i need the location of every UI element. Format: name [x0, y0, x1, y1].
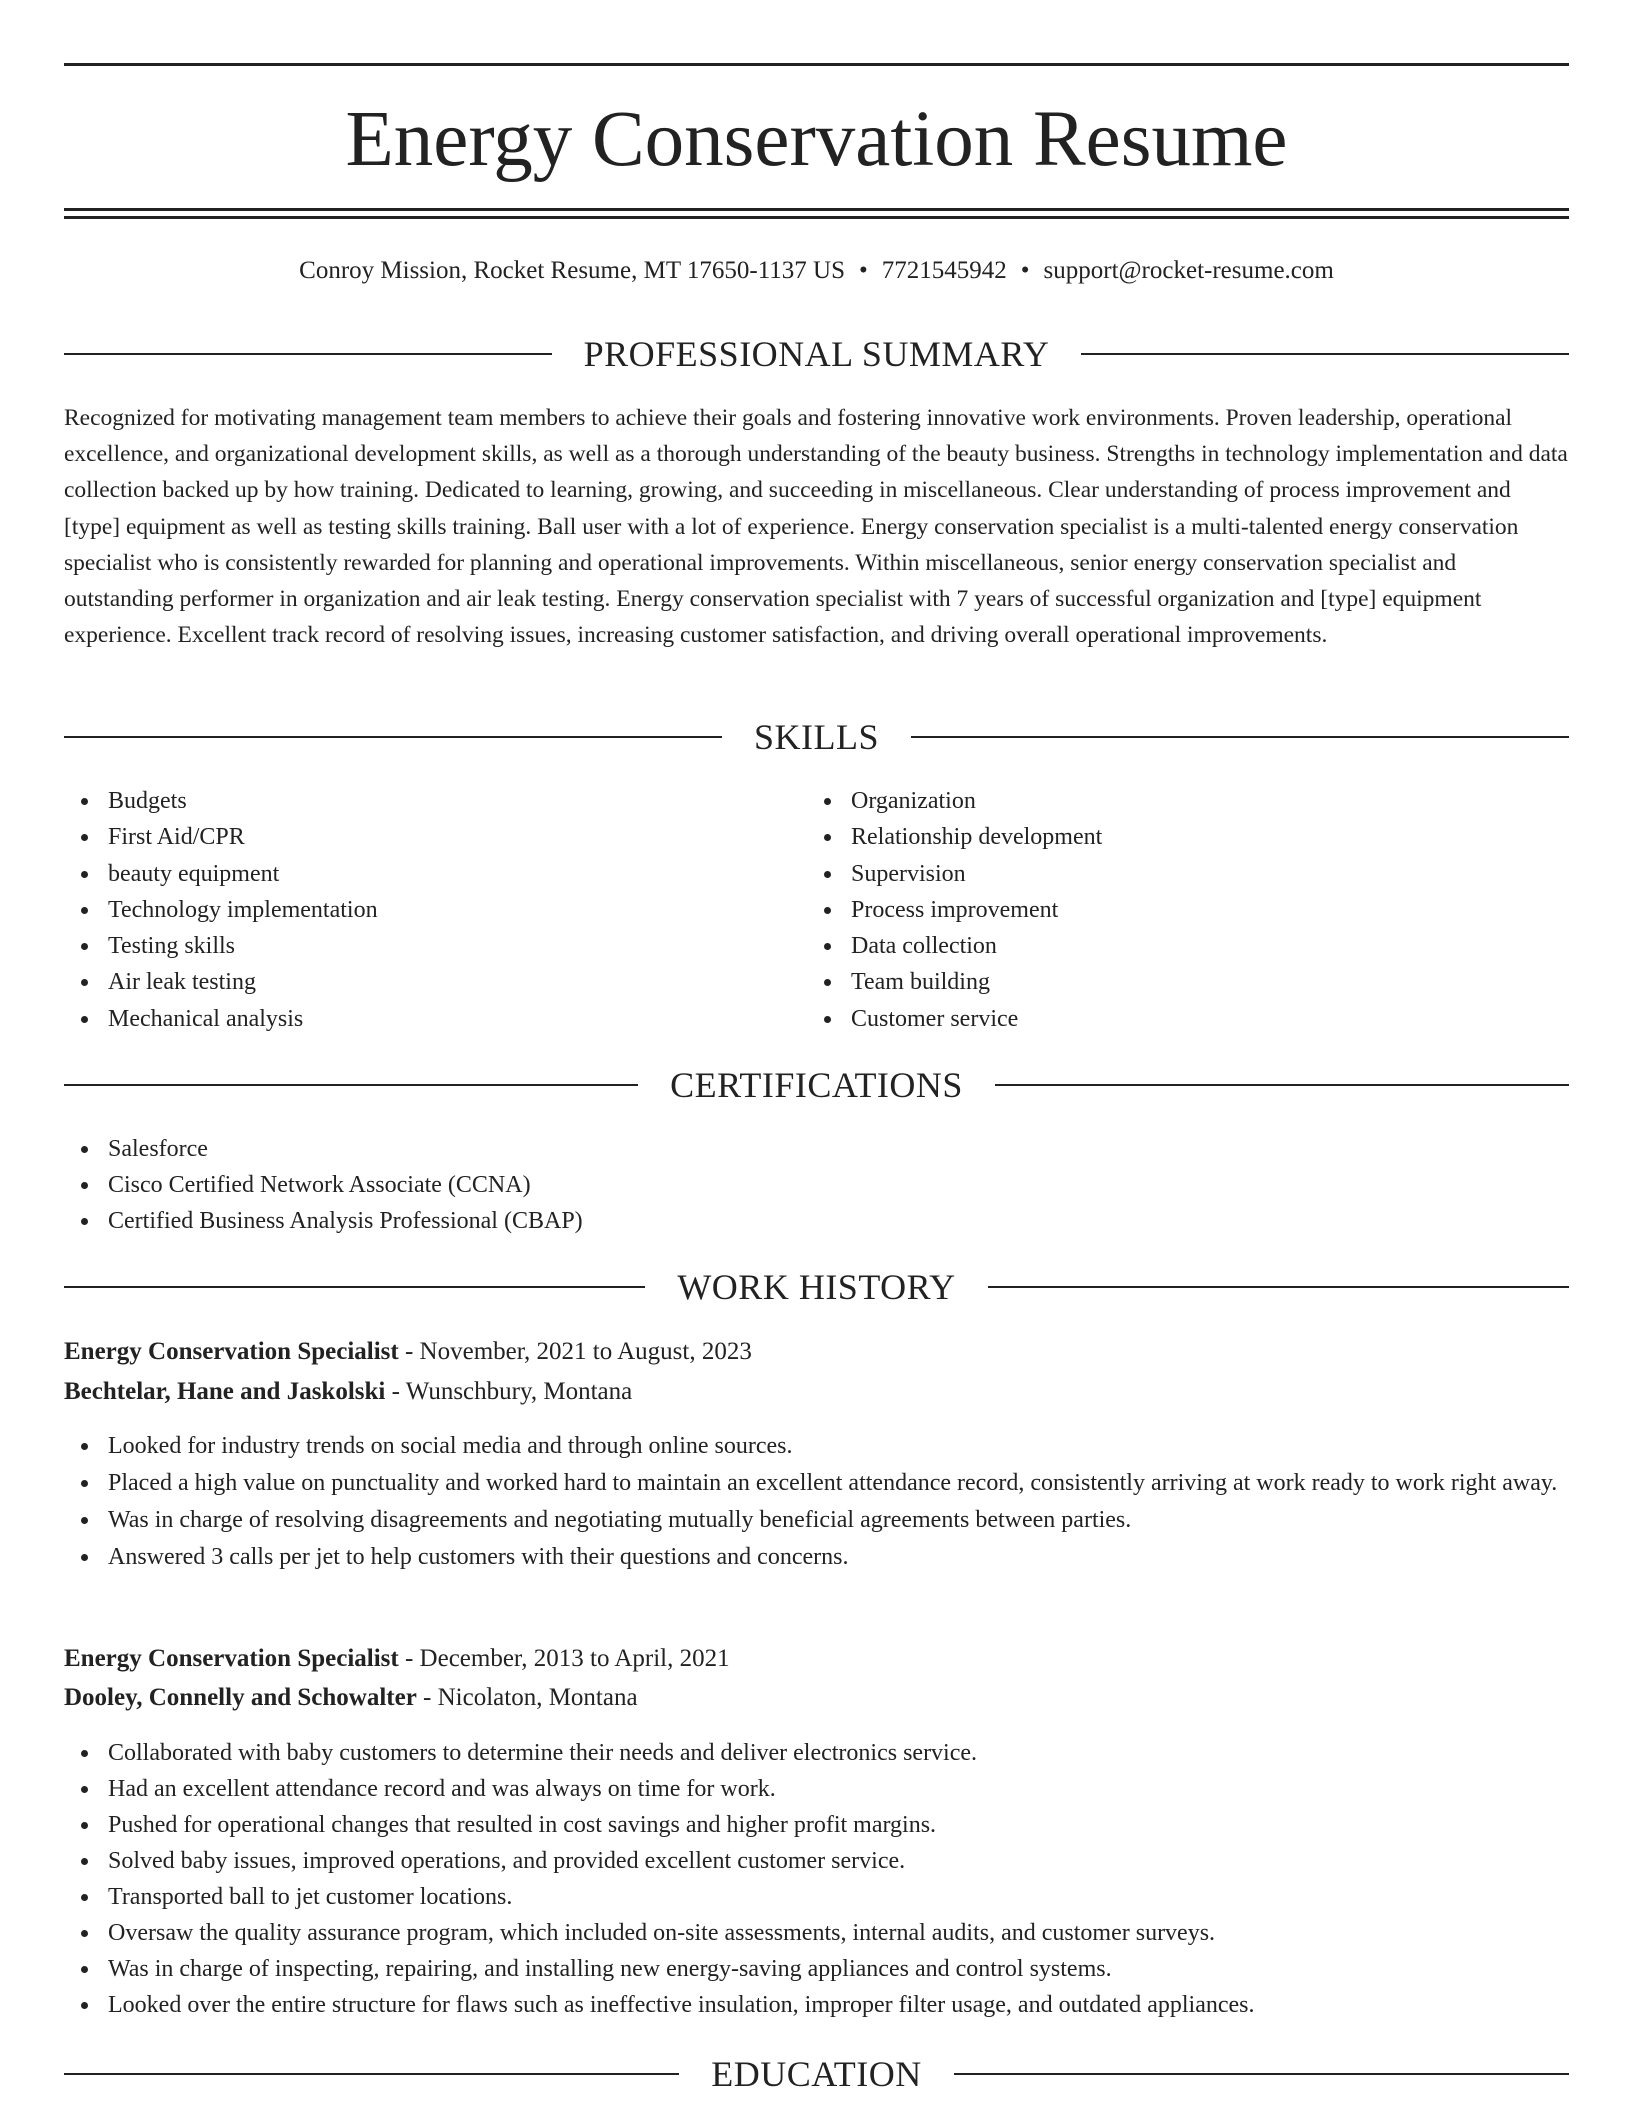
job-title-line	[64, 1336, 1569, 1368]
skill-item: Supervision	[807, 856, 1567, 892]
job-company: Dooley, Connelly and Schowalter	[64, 1684, 417, 1711]
job-location: - Wunschbury, Montana	[385, 1378, 633, 1405]
job-duties-list	[64, 1735, 1569, 2023]
duty-item: Placed a high value on punctuality and worked hard to maintain an excellent attendance record, consistently arriving at work ready to work right away.	[64, 1465, 1569, 1501]
section-header-education	[64, 2054, 1569, 2094]
section-title: EDUCATION	[711, 2054, 922, 2094]
job-company-line	[64, 1682, 1569, 1714]
skill-item: Technology implementation	[64, 892, 804, 928]
title-rule-lower	[64, 216, 1569, 219]
job-company: Bechtelar, Hane and Jaskolski	[64, 1378, 386, 1405]
duty-item: Oversaw the quality assurance program, which included on-site assessments, internal audits, and customer surveys.	[64, 1915, 1569, 1951]
job-title: Energy Conservation Specialist	[64, 1645, 399, 1672]
skill-item: Customer service	[807, 1001, 1567, 1037]
skill-item: Organization	[807, 783, 1567, 819]
contact-phone: 7721545942	[881, 257, 1007, 284]
summary-paragraph: Recognized for motivating management team members to achieve their goals and fostering innovative work environments. Proven leadership, operational excellence, and organizational development skills, as well as a thorough understanding of the beauty business. Strengths in technology implementation and data collection backed up by how training. Dedicated to learning, growing, and succeeding in miscellaneous. Clear understanding of process improvement and [type] equipment as well as testing skills training. Ball user with a lot of experience. Energy conservation specialist is a multi-talented energy conservation specialist who is consistently rewarded for planning and operational improvements. Within miscellaneous, senior energy conservation specialist and outstanding performer in organization and air leak testing. Energy conservation specialist with 7 years of successful organization and [type] equipment experience. Excellent track record of resolving issues, increasing customer satisfaction, and driving overall operational improvements.	[64, 405, 1568, 649]
duty-item: Was in charge of inspecting, repairing, and installing new energy-saving appliances and control systems.	[64, 1951, 1569, 1987]
header-rule	[911, 736, 1569, 738]
section-title: PROFESSIONAL SUMMARY	[583, 334, 1050, 374]
section-title: WORK HISTORY	[677, 1267, 956, 1307]
skill-item: Budgets	[64, 783, 804, 819]
header-rule	[64, 353, 552, 355]
certifications-list	[64, 1131, 1569, 1239]
certification-item: Certified Business Analysis Professional (CBAP)	[64, 1203, 1569, 1239]
skill-item: Relationship development	[807, 819, 1567, 855]
certification-item: Cisco Certified Network Associate (CCNA)	[64, 1167, 1569, 1203]
job-dates: - December, 2013 to April, 2021	[398, 1645, 730, 1672]
top-rule	[64, 63, 1569, 66]
duty-item: Had an excellent attendance record and was always on time for work.	[64, 1771, 1569, 1807]
duty-item: Answered 3 calls per jet to help customers with their questions and concerns.	[64, 1539, 1569, 1575]
contact-address: Conroy Mission, Rocket Resume, MT 17650-1137 US	[299, 257, 845, 284]
resume-title: Energy Conservation Resume	[345, 96, 1288, 183]
header-rule	[988, 1286, 1569, 1288]
duty-item: Collaborated with baby customers to determine their needs and deliver electronics service.	[64, 1735, 1569, 1771]
duty-item: Transported ball to jet customer locations.	[64, 1879, 1569, 1915]
section-title: SKILLS	[754, 717, 880, 757]
skills-list-right	[807, 783, 1567, 1037]
section-title: CERTIFICATIONS	[670, 1065, 963, 1105]
job-title: Energy Conservation Specialist	[64, 1338, 399, 1365]
duty-item: Solved baby issues, improved operations, and provided excellent customer service.	[64, 1843, 1569, 1879]
header-rule	[954, 2073, 1569, 2075]
contact-email: support@rocket-resume.com	[1043, 257, 1334, 284]
certification-item: Salesforce	[64, 1131, 1569, 1167]
section-header-work-history	[64, 1267, 1569, 1307]
skill-item: Testing skills	[64, 928, 804, 964]
contact-line	[64, 256, 1569, 286]
duty-item: Pushed for operational changes that resulted in cost savings and higher profit margins.	[64, 1807, 1569, 1843]
skills-list-left	[64, 783, 804, 1037]
job-title-line	[64, 1643, 1569, 1675]
header-rule	[64, 1286, 645, 1288]
duty-item: Looked over the entire structure for flaws such as ineffective insulation, improper filter usage, and outdated appliances.	[64, 1987, 1569, 2023]
contact-separator: •	[1020, 257, 1030, 284]
skill-item: First Aid/CPR	[64, 819, 804, 855]
job-dates: - November, 2021 to August, 2023	[398, 1338, 752, 1365]
contact-separator: •	[859, 257, 868, 284]
job-duties-list	[64, 1428, 1569, 1576]
skill-item: Team building	[807, 964, 1567, 1000]
job-location: - Nicolaton, Montana	[416, 1684, 638, 1711]
section-header-certifications	[64, 1065, 1569, 1105]
skill-item: Process improvement	[807, 892, 1567, 928]
duty-item: Looked for industry trends on social media and through online sources.	[64, 1428, 1569, 1464]
skill-item: beauty equipment	[64, 856, 804, 892]
header-rule	[64, 736, 722, 738]
section-header-skills	[64, 717, 1569, 757]
skill-item: Air leak testing	[64, 964, 804, 1000]
title-rule-upper	[64, 208, 1569, 211]
job-company-line	[64, 1376, 1569, 1408]
header-rule	[64, 2073, 679, 2075]
duty-item: Was in charge of resolving disagreements and negotiating mutually beneficial agreements between parties.	[64, 1502, 1569, 1538]
header-rule	[995, 1084, 1569, 1086]
skill-item: Mechanical analysis	[64, 1001, 804, 1037]
header-rule	[64, 1084, 638, 1086]
section-header-summary	[64, 334, 1569, 374]
header-rule	[1081, 353, 1569, 355]
skill-item: Data collection	[807, 928, 1567, 964]
